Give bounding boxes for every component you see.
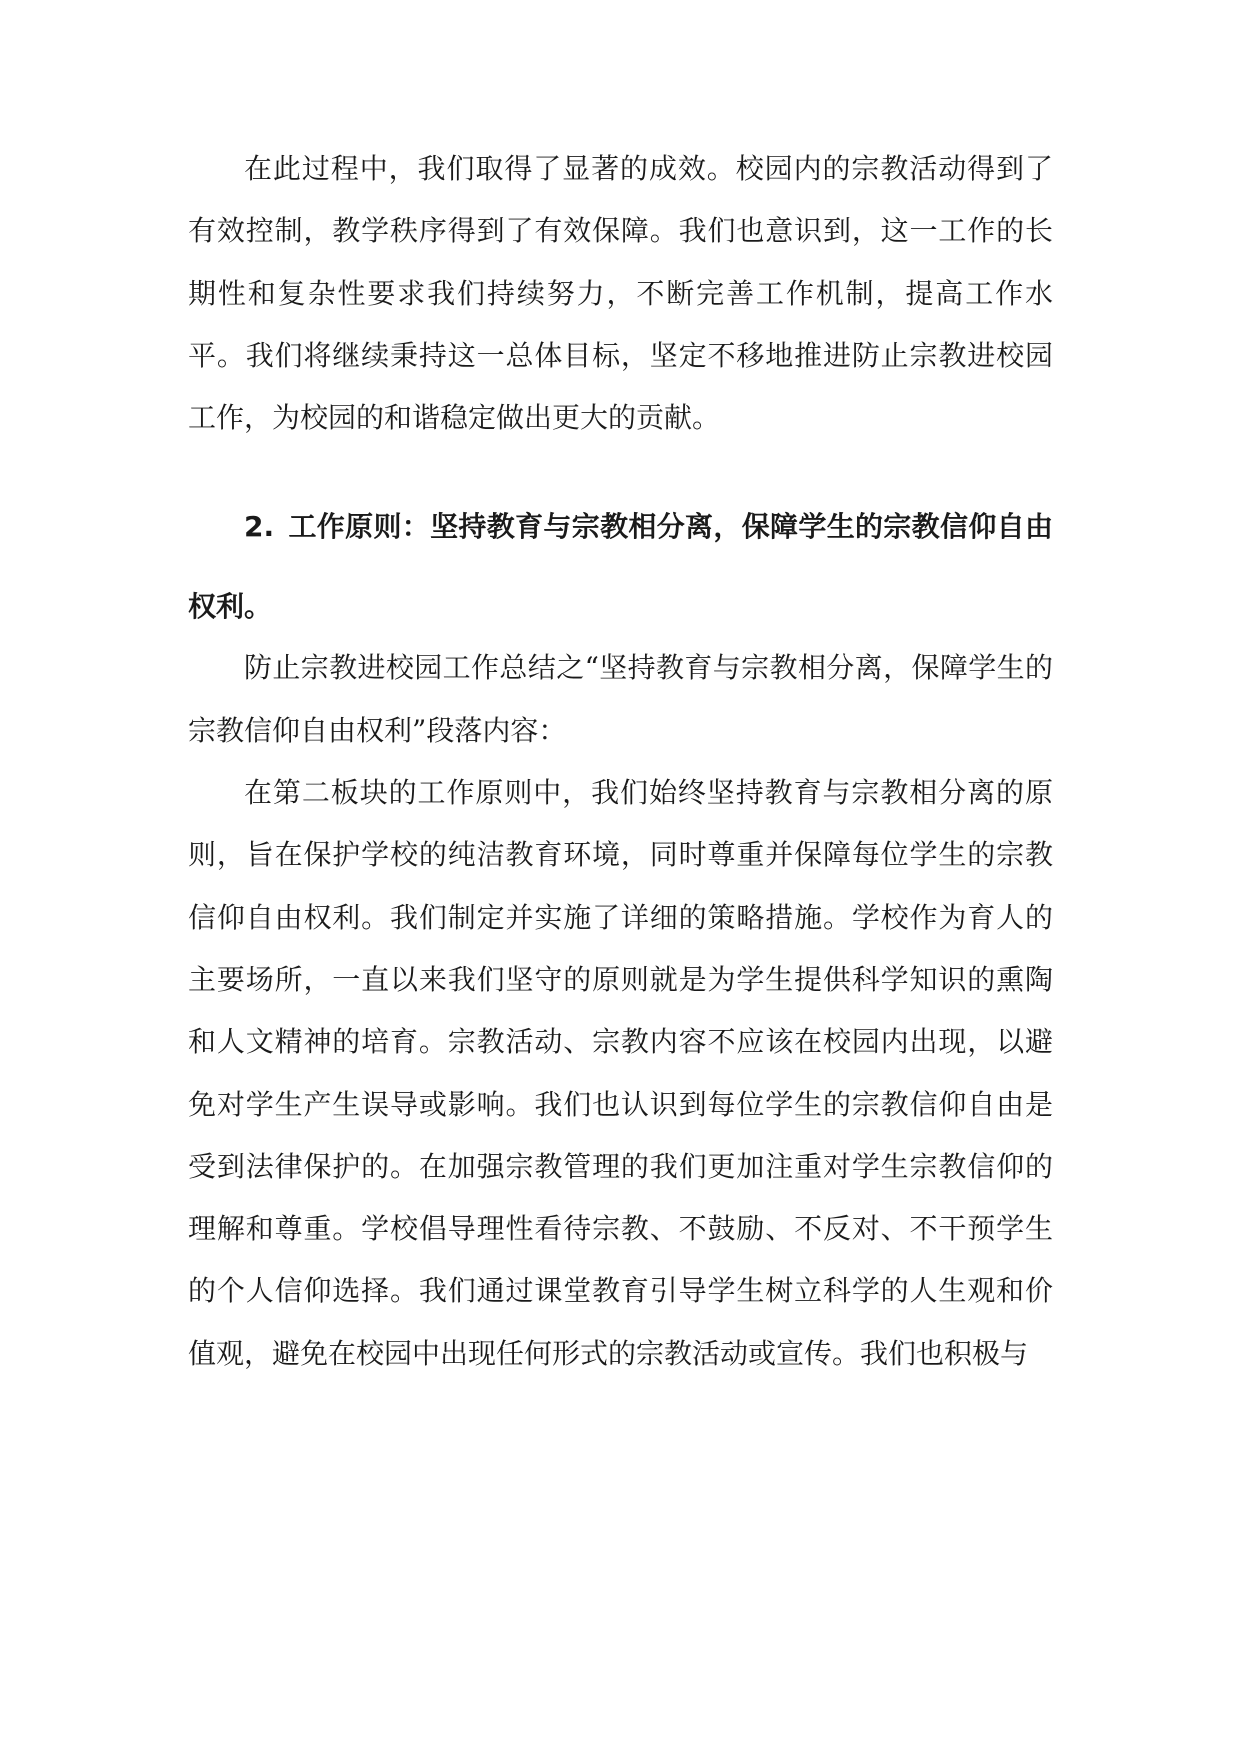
paragraph-results: 在此过程中，我们取得了显著的成效。校园内的宗教活动得到了有效控制，教学秩序得到了有效保障。我们也意识到，这一工作的长期性和复杂性要求我们持续努力，不断完善工作机制，提高工作水平。我们将继续秉持这一总体目标，坚定不移地推进防止宗教进校园工作，为校园的和谐稳定做出更大的贡献。 bbox=[188, 152, 1053, 435]
section-title: 工作原则：坚持教育与宗教相分离，保障学生的宗教信仰自由权利。 bbox=[188, 510, 1053, 624]
paragraph-principles: 在第二板块的工作原则中，我们始终坚持教育与宗教相分离的原则，旨在保护学校的纯洁教育环境，同时尊重并保障每位学生的宗教信仰自由权利。我们制定并实施了详细的策略措施。学校作为育人的主要场所，一直以来我们坚守的原则就是为学生提供科学知识的熏陶和人文精神的培育。宗教活动、宗教内容不应该在校园内出现，以避免对学生产生误导或影响。我们也认识到每位学生的宗教信仰自由是受到法律保护的。在加强宗教管理的我们更加注重对学生宗教信仰的理解和尊重。学校倡导理性看待宗教、不鼓励、不反对、不干预学生的个人信仰选择。我们通过课堂教育引导学生树立科学的人生观和价值观，避免在校园中出现任何形式的宗教活动或宣传。我们也积极与 bbox=[188, 776, 1053, 1370]
section-heading bbox=[188, 487, 1053, 647]
section-number: 2. bbox=[244, 510, 275, 544]
document-page bbox=[188, 138, 1053, 1385]
paragraph-summary-intro: 防止宗教进校园工作总结之“坚持教育与宗教相分离，保障学生的宗教信仰自由权利”段落内容： bbox=[188, 651, 1053, 747]
